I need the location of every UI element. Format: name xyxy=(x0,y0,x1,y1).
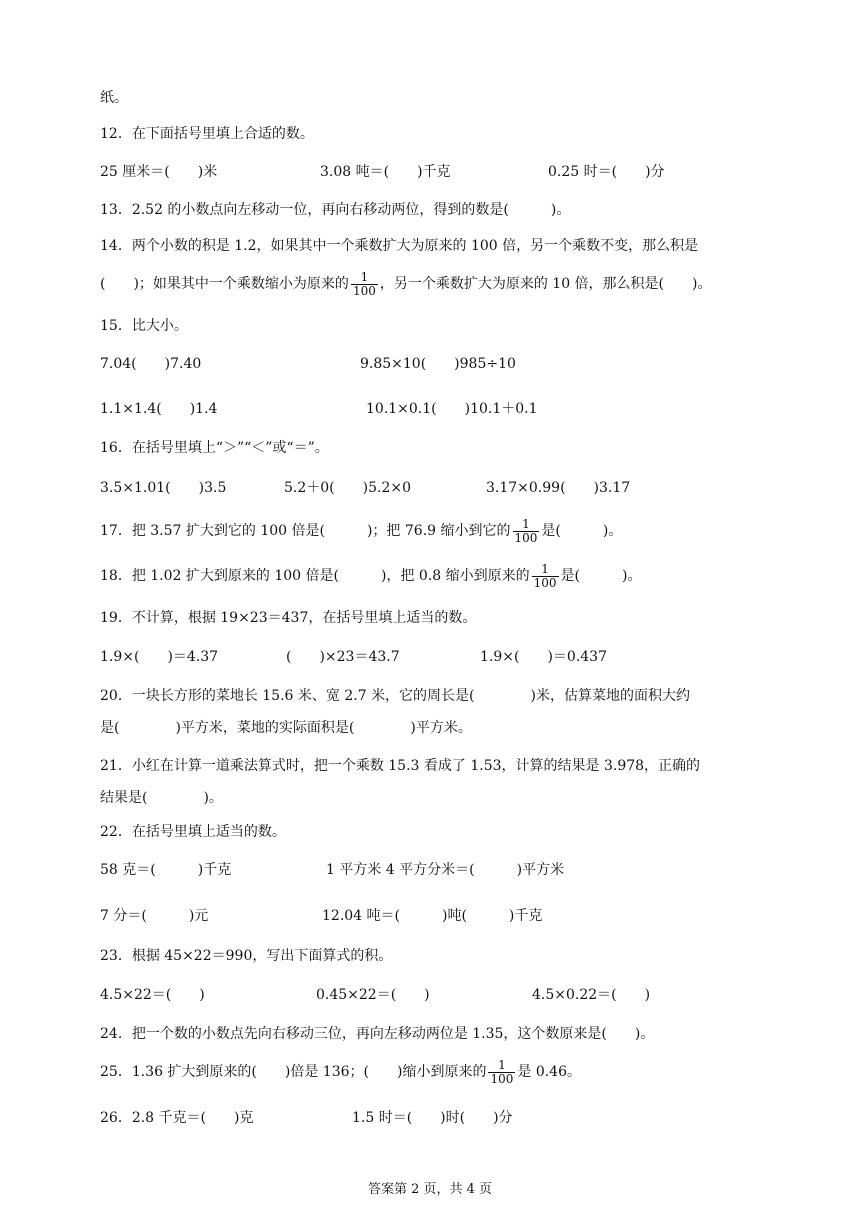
question-26: 26．2.8 千克＝( )克 xyxy=(100,1110,254,1126)
question-17 xyxy=(100,517,622,545)
q22-item-d: 12.04 吨＝( )吨( )千克 xyxy=(322,908,543,924)
fraction xyxy=(351,271,378,298)
q15-item-c: 1.1×1.4( )1.4 xyxy=(100,401,218,417)
question-19: 19．不计算，根据 19×23＝437，在括号里填上适当的数。 xyxy=(100,610,477,626)
question-23: 23．根据 45×22＝990，写出下面算式的积。 xyxy=(100,948,393,964)
q18-text-2: 是( )。 xyxy=(560,568,642,584)
q16-item-c: 3.17×0.99( )3.17 xyxy=(486,480,631,496)
q18-text-1: 18．把 1.02 扩大到原来的 100 倍是( )，把 0.8 缩小到原来的 xyxy=(100,568,530,584)
question-12: 12．在下面括号里填上合适的数。 xyxy=(100,126,314,142)
fraction-denominator: 100 xyxy=(490,1071,514,1086)
question-21: 21．小红在计算一道乘法算式时，把一个乘数 15.3 看成了 1.53，计算的结果是 3.978，正确的 xyxy=(100,758,701,774)
fraction xyxy=(532,563,559,590)
question-24: 24．把一个数的小数点先向右移动三位，再向左移动两位是 1.35，这个数原来是( )。 xyxy=(100,1026,655,1042)
question-18 xyxy=(100,562,641,590)
q19-item-a: 1.9×( )＝4.37 xyxy=(100,649,219,665)
question-25 xyxy=(100,1058,581,1086)
fraction-denominator: 100 xyxy=(352,283,376,298)
fraction xyxy=(488,1059,515,1086)
question-16: 16．在括号里填上“＞”“＜”或“＝”。 xyxy=(100,440,329,456)
fraction-numerator: 1 xyxy=(522,516,530,531)
q22-item-c: 7 分＝( )元 xyxy=(100,908,209,924)
question-21-cont: 结果是( )。 xyxy=(100,790,223,806)
fraction-numerator: 1 xyxy=(360,269,369,284)
q17-text-1: 17．把 3.57 扩大到它的 100 倍是( )；把 76.9 缩小到它的 xyxy=(100,523,511,539)
q23-item-a: 4.5×22＝( ) xyxy=(100,987,205,1003)
question-14: 14．两个小数的积是 1.2，如果其中一个乘数扩大为原来的 100 倍，另一个乘数不变，那么积是 xyxy=(100,238,699,254)
q19-item-c: 1.9×( )＝0.437 xyxy=(480,649,607,665)
q12-item-c: 0.25 时＝( )分 xyxy=(548,164,665,180)
page-footer: 答案第 2 页，共 4 页 xyxy=(367,1182,493,1197)
q15-item-a: 7.04( )7.40 xyxy=(100,356,202,372)
q23-item-b: 0.45×22＝( ) xyxy=(316,987,430,1003)
q14-text-2: ，另一个乘数扩大为原来的 10 倍，那么积是( )。 xyxy=(379,276,712,292)
fraction-numerator: 1 xyxy=(498,1057,506,1072)
fraction-denominator: 100 xyxy=(514,530,538,545)
q14-text-1: ( )；如果其中一个乘数缩小为原来的 xyxy=(100,276,349,292)
question-14-cont xyxy=(100,270,711,298)
text-line: 纸。 xyxy=(100,90,128,106)
q22-item-a: 58 克＝( )千克 xyxy=(100,862,232,878)
q26-item-b: 1.5 时＝( )时( )分 xyxy=(352,1110,513,1126)
fraction-denominator: 100 xyxy=(533,575,557,590)
q16-item-b: 5.2＋0( )5.2×0 xyxy=(284,480,411,496)
q12-item-a: 25 厘米＝( )米 xyxy=(100,164,218,180)
q16-item-a: 3.5×1.01( )3.5 xyxy=(100,480,227,496)
q25-text-1: 25．1.36 扩大到原来的( )倍是 136；( )缩小到原来的 xyxy=(100,1064,487,1080)
fraction xyxy=(513,518,540,545)
fraction-numerator: 1 xyxy=(541,561,549,576)
question-20: 20．一块长方形的菜地长 15.6 米、宽 2.7 米，它的周长是( )米，估算菜地的面积大约 xyxy=(100,688,690,704)
question-13: 13．2.52 的小数点向左移动一位，再向右移动两位，得到的数是( )。 xyxy=(100,202,571,218)
question-22: 22．在括号里填上适当的数。 xyxy=(100,824,286,840)
question-20-cont: 是( )平方米，菜地的实际面积是( )平方米。 xyxy=(100,720,472,736)
q22-item-b: 1 平方米 4 平方分米＝( )平方米 xyxy=(326,862,565,878)
q15-item-b: 9.85×10( )985÷10 xyxy=(360,356,516,372)
question-15: 15．比大小。 xyxy=(100,318,188,334)
q25-text-2: 是 0.46。 xyxy=(517,1064,581,1080)
q17-text-2: 是( )。 xyxy=(541,523,623,539)
q15-item-d: 10.1×0.1( )10.1＋0.1 xyxy=(366,401,538,417)
q12-item-b: 3.08 吨＝( )千克 xyxy=(320,164,451,180)
q19-item-b: ( )×23＝43.7 xyxy=(286,649,400,665)
q23-item-c: 4.5×0.22＝( ) xyxy=(532,987,651,1003)
